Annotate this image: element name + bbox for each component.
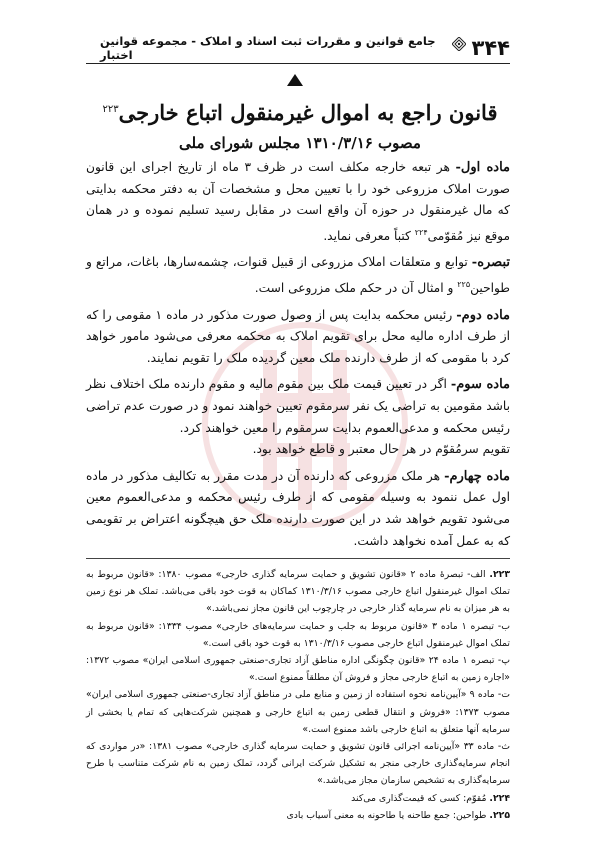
footnote-ref: ۲۲۴ — [414, 227, 428, 237]
article-text: کتباً معرفی نماید. — [323, 228, 415, 243]
footnotes — [86, 566, 510, 824]
diamond-ornament-icon — [452, 37, 466, 51]
footnote-223-t — [86, 686, 510, 738]
article-4 — [86, 466, 510, 552]
page-number: ۳۴۴ — [471, 36, 510, 60]
article-lead: ماده چهارم- — [444, 468, 510, 484]
article-text: هر ملک مزروعی که دارنده آن در مدت مقرر به تکالیف مذکور در ماده اول عمل ننمود به وسیله مقومی که از طرف رئیس محکمه و مدعی‌العموم معین می‌شود تقویم خواهد شد در این صورت دارنده ملک حق هیچگونه اعتراض بر تقویمی که به عمل آمده نخواهد داشت. — [86, 468, 510, 548]
article-text: توابع و متعلقات املاک مزروعی از قبیل قنوات، چشمه‌سارها، باغات، مراتع و طواحین — [86, 255, 510, 296]
footnote-text: مُقوّم: کسی که قیمت‌گذاری می‌کند — [351, 792, 490, 804]
note-1 — [86, 252, 510, 299]
article-1 — [86, 157, 510, 247]
footnote-text: پ- تبصره ۱ ماده ۲۴ «قانون چگونگی اداره مناطق آزاد تجاری-صنعتی جمهوری اسلامی ایران» مصوب ۱۳۷۲: «اجاره زمین به اتباع خارجی مجاز و فروش آن مطلقاً ممنوع است.» — [86, 655, 510, 684]
law-title-text: قانون راجع به اموال غیرمنقول اتباع خارجی — [118, 100, 498, 125]
footnote-ref: ۲۲۵ — [457, 280, 471, 290]
footnote-223-b — [86, 618, 510, 652]
footnote-225 — [86, 807, 510, 824]
header-divider — [86, 63, 510, 64]
law-body — [86, 157, 510, 557]
running-title: جامع قوانین و مقررات ثبت اسناد و املاک - مجموعه قوانین اختبار — [100, 34, 436, 62]
footnote-text: طواحین: جمع طاحنه یا طاحونه به معنی آسیاب بادی — [286, 809, 490, 821]
footnote-223-p — [86, 652, 510, 686]
footnote-text: ب- تبصره ۱ ماده ۳ «قانون مربوط به جلب و حمایت سرمایه‌های خارجی» مصوب ۱۳۳۴: «قانون مربوط به تملک اموال غیرمنقول اتباع خارجی مصوب ۱۳۱۰/۳/۱۶ به قوت خود باقی است.» — [86, 620, 510, 649]
law-subtitle: مصوب ۱۳۱۰/۳/۱۶ مجلس شورای ملی — [179, 134, 421, 152]
footnote-224 — [86, 790, 510, 807]
footnote-number: ۲۲۳. — [489, 569, 510, 580]
article-3 — [86, 374, 510, 439]
page-header — [86, 34, 510, 62]
triangle-marker-icon — [287, 74, 303, 86]
law-title — [60, 100, 540, 125]
article-2 — [86, 305, 510, 370]
footnote-divider — [86, 558, 510, 559]
article-text: هر تبعه خارجه مکلف است در ظرف ۳ ماه از تاریخ اجرای این قانون صورت املاک مزروعی خود را با تعیین محل و مشخصات آن به دفتر محکمه بدایتی که مال غیرمنقول در حوزه آن واقع است در مقابل رسید تسلیم نموده و در همان موقع نیز مُقوّمی — [86, 160, 510, 243]
footnote-223-s — [86, 738, 510, 790]
article-text: اگر در تعیین قیمت ملک بین مقوم مالیه و مقوم دارنده ملک اختلاف نظر باشد مقومین به تراضی یک نفر سرمقوم تعیین خواهند نمود و در صورت عدم تراضی رئیس محکمه و مدعی‌العموم بدایت سرمقوم را معین خواهند کرد. — [86, 377, 510, 435]
article-3-extra: تقویم سرمُقوّم در هر حال معتبر و قاطع خواهد بود. — [252, 442, 510, 457]
article-text: و امثال آن در حکم ملک مزروعی است. — [254, 281, 458, 296]
footnote-ref: ۲۲۳ — [102, 104, 119, 115]
footnote-text: ث- ماده ۳۳ «آیین‌نامه اجرائی قانون تشویق و حمایت سرمایه گذاری خارجی» مصوب ۱۳۸۱: «در مواردی که انجام سرمایه‌گذاری خارجی منجر به تشکیل شرکت ایرانی گردد، تملک زمین به نام شرکت متناسب با طرح سرمایه‌گذاری به تشخیص سازمان مجاز می‌باشد.» — [86, 741, 510, 787]
footnote-number: ۲۲۴. — [489, 792, 510, 804]
footnote-223 — [86, 566, 510, 618]
article-lead: ماده دوم- — [456, 307, 511, 323]
footnote-text: الف- تبصرهٔ ماده ۲ «قانون تشویق و حمایت سرمایه گذاری خارجی» مصوب ۱۳۸۰: «قانون مربوط به تملک اموال غیرمنقول اتباع خارجی مصوب ۱۳۱۰/۳/۱۶ کماکان به قوت خود باقی می‌باشد. تملک هر نوع زمین به هر میزان به نام سرمایه گذار خارجی در چارچوب این قانون مجاز نمی‌باشد.» — [86, 569, 511, 615]
footnote-text: ت- ماده ۹ «آیین‌نامه نحوه استفاده از زمین و منابع ملی در مناطق آزاد تجاری-صنعتی جمهوری اسلامی ایران» مصوب ۱۳۷۳: «فروش و انتقال قطعی زمین به اتباع خارجی و همچنین شرکت‌هایی که تمام یا بخشی از سرمایه آنها متعلق به اتباع خارجی باشد ممنوع است.» — [86, 689, 510, 735]
article-lead: ماده سوم- — [450, 377, 510, 393]
article-lead: تبصره- — [471, 255, 510, 271]
article-text: رئیس محکمه بدایت پس از وصول صورت مذکور در ماده ۱ مقومی را که از طرف اداره مالیه محل برای تقویم املاک به محکمه معرفی می‌شود مامور خواهد کرد با مقومی که از طرف دارنده ملک معین گردیده ملک را تقویم نمایند. — [86, 307, 510, 365]
footnote-number: ۲۲۵. — [489, 809, 510, 821]
article-lead: ماده اول- — [455, 160, 510, 175]
